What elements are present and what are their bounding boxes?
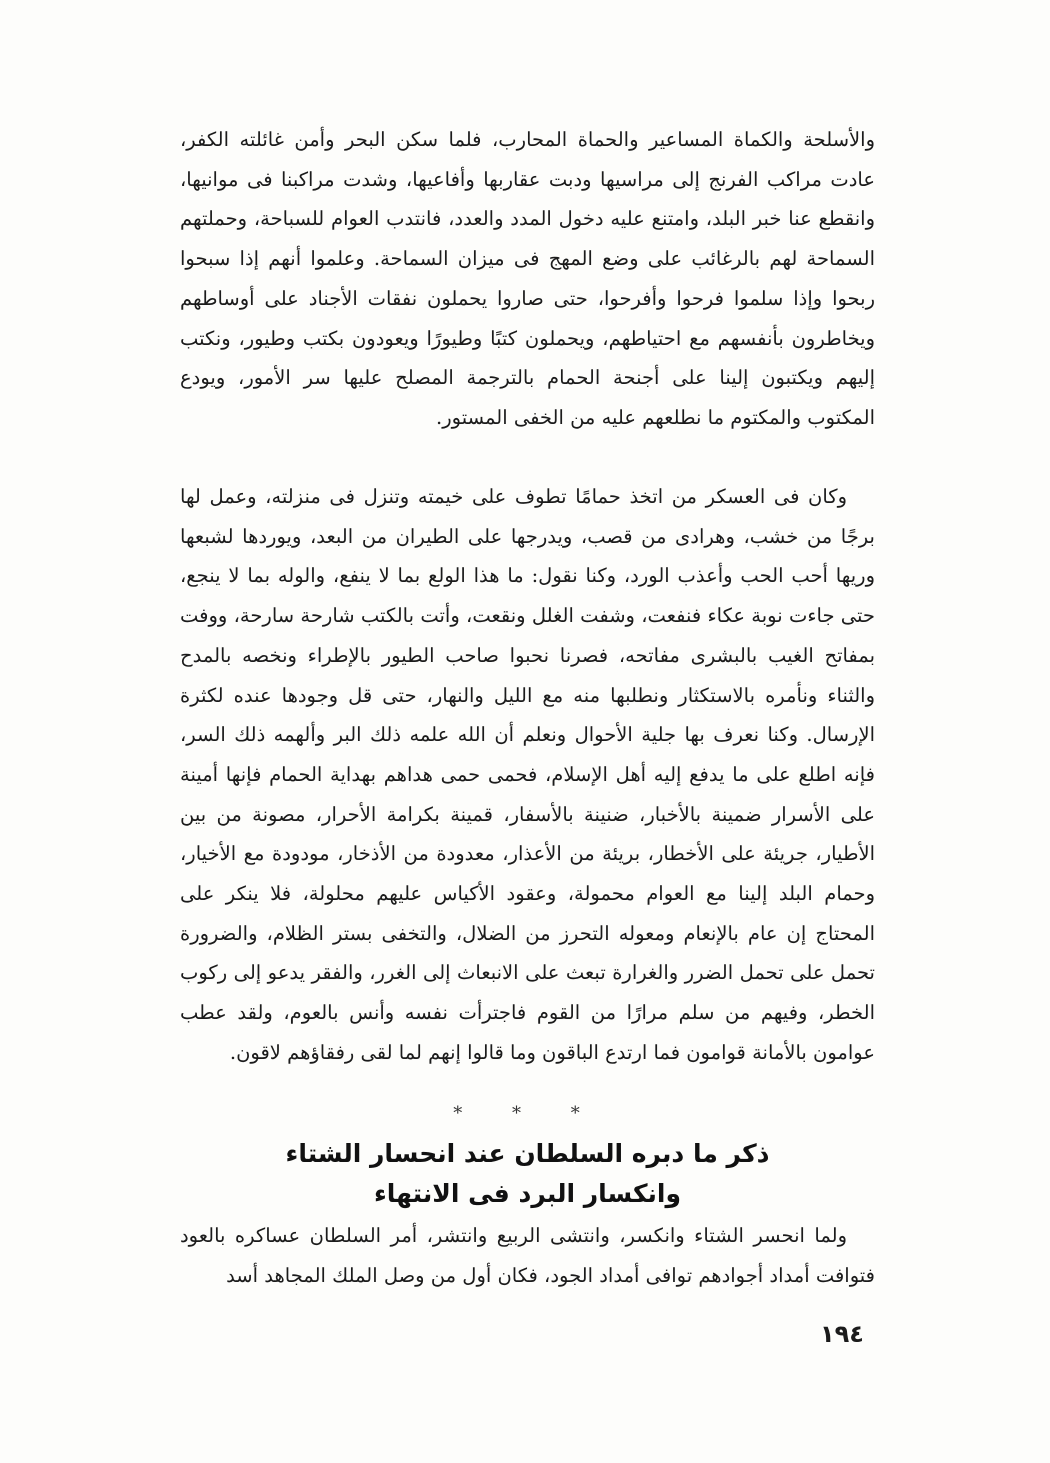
body-paragraph-3: ولما انحسر الشتاء وانكسر، وانتشى الربيع وانتشر، أمر السلطان عساكره بالعود فتوافت أمداد أجوادهم توافى أمداد الجود، فكان أول من وصل الملك المجاهد أسد [180, 1224, 875, 1287]
body-paragraph-1: والأسلحة والكماة المساعير والحماة المحارب، فلما سكن البحر وأمن غائلته الكفر، عادت مراكب الفرنج إلى مراسيها ودبت عقاربها وأفاعيها، وشدت مراكبنا فى موانيها، وانقطع عنا خبر البلد، وامتنع عليه دخول المدد والعدد، فانتدب العوام للسباحة، وحملتهم السماحة لهم بالرغائب على وضع المهج فى ميزان السماحة. وعلموا أنهم إذا سبحوا ربحوا وإذا سلموا فرحوا وأفرحوا، حتى صاروا يحملون نفقات الأجناد على أوساطهم ويخاطرون بأنفسهم مع احتياطهم، ويحملون كتبًا وطيورًا ويعودون بكتب وطيور، ونكتب إليهم ويكتبون إلينا على أجنحة الحمام بالترجمة المصلح عليها سر الأمور، ويودع المكتوب والمكتوم ما نطلعهم عليه من الخفى المستور. [180, 128, 875, 429]
body-paragraph-2: وكان فى العسكر من اتخذ حمامًا تطوف على خيمته وتنزل فى منزلته، وعمل لها برجًا من خشب، وهرادى من قصب، ويدرجها على الطيران من البعد، ويوردها لشبعها وريها أحب الحب وأعذب الورد، وكنا نقول: ما هذا الولع بما لا ينفع، والوله بما لا ينجع، حتى جاءت نوبة عكاء فنفعت، وشفت الغلل ونقعت، وأتت بالكتب شارحة سارحة، ووفت بمفاتح الغيب بالبشرى مفاتحه، فصرنا نحبوا صاحب الطيور بالإطراء ونخصه بالمدح والثناء ونأمره بالاستكثار ونطلبها منه مع الليل والنهار، حتى قل وجودها عنده لكثرة الإرسال. وكنا نعرف بها جلية الأحوال ونعلم أن الله علمه ذلك البر وألهمه ذلك السر، فإنه اطلع على ما يدفع إليه أهل الإسلام، فحمى حمى هداهم بهداية الحمام فإنها أمينة على الأسرار ضمينة بالأخبار، ضنينة بالأسفار، قمينة بكرامة الأحرار، مصونة من بين الأطيار، جريئة على الأخطار، بريئة من الأعذار، معدودة من الأذخار، مودودة مع الأخيار، وحمام البلد إلينا مع العوام محمولة، وعقود الأكياس عليهم محلولة، فلا ينكر على المحتاج إن عام بالإنعام ومعوله التحرز من الضلال، والتخفى بستر الظلام، والضرورة تحمل على تحمل الضرر والغرارة تبعث على الانبعاث إلى الغرر، والفقر يدعو إلى ركوب الخطر، وفيهم من سلم مرارًا من القوم فاجترأت نفسه وأنس بالعوم، ولقد عطب عوامون بالأمانة قوامون فما ارتدع الباقون وما قالوا إنهم لما لقى رفقاؤهم لاقون. [180, 485, 875, 1064]
section-heading-line-2: وانكسار البرد فى الانتهاء [373, 1179, 682, 1208]
section-divider: * * * [453, 1103, 602, 1124]
section-heading-line-1: ذكر ما دبره السلطان عند انحسار الشتاء [285, 1139, 770, 1168]
page-number: ١٩٤ [820, 1320, 864, 1348]
